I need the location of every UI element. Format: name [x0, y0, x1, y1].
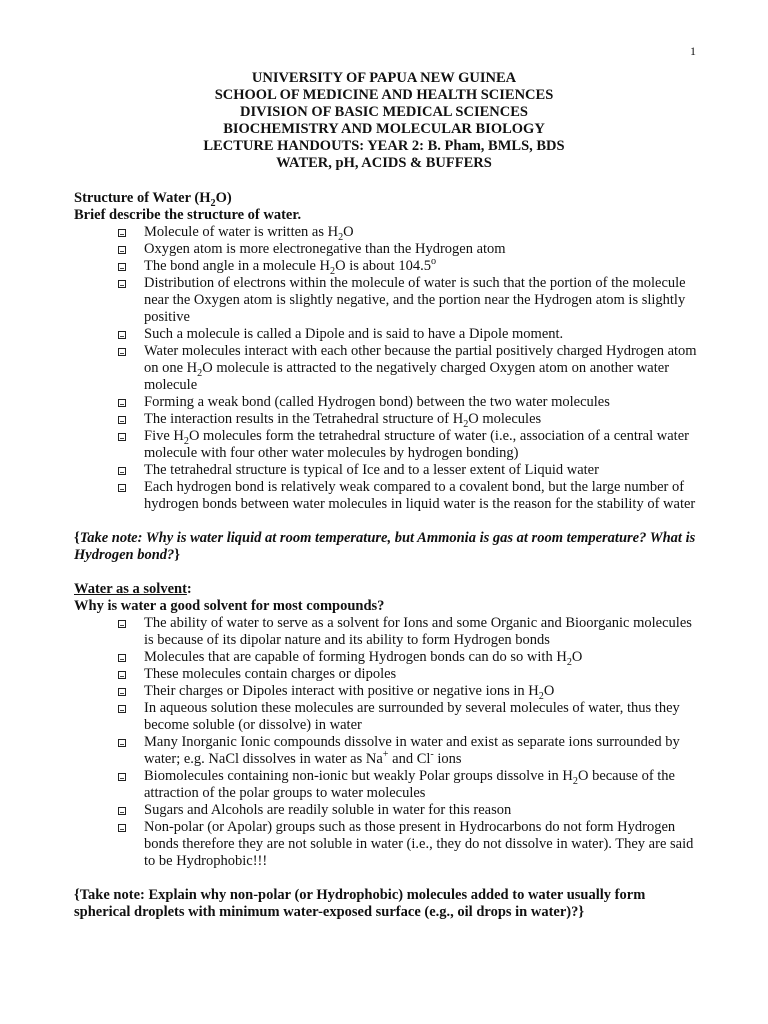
- square-bullet-icon: [118, 705, 126, 713]
- bullet-text: The interaction results in the Tetrahedral structure of $H_2O$ molecules: [144, 411, 542, 430]
- header-line: WATER, pH, ACIDS & BUFFERS: [276, 155, 492, 171]
- section-question-solvent: Why is water a good solvent for most compounds?: [74, 598, 385, 614]
- bullet-item: [114, 224, 700, 241]
- page-number: 1: [690, 44, 696, 58]
- bullet-text: Five $H_2O$ molecules form the tetrahedral structure of water (i.e., association of a central water molecule with four other water molecules by hydrogen bonding): [144, 428, 689, 461]
- structure-bullet-list: [114, 224, 700, 513]
- bullet-item: [114, 479, 700, 513]
- header-line: UNIVERSITY OF PAPUA NEW GUINEA: [251, 70, 517, 86]
- bullet-item: [114, 615, 700, 649]
- square-bullet-icon: [118, 654, 126, 662]
- bullet-item: [114, 462, 700, 479]
- header-line: BIOCHEMISTRY AND MOLECULAR BIOLOGY: [223, 121, 545, 137]
- bullet-item: [114, 326, 700, 343]
- take-note-2: {Take note: Explain why non-polar (or Hydrophobic) molecules added to water usually form spherical droplets with minimum water-exposed surface (e.g., oil drops in water)?}: [74, 887, 646, 920]
- header-line: LECTURE HANDOUTS: YEAR 2: B. Pham, BMLS, BDS: [203, 138, 565, 154]
- bullet-item: [114, 241, 700, 258]
- bullet-text: The ability of water to serve as a solvent for Ions and some Organic and Bioorganic molecules is because of its dipolar nature and its ability to form Hydrogen bonds: [144, 615, 692, 648]
- bullet-item: [114, 734, 700, 768]
- square-bullet-icon: [118, 280, 126, 288]
- square-bullet-icon: [118, 739, 126, 747]
- square-bullet-icon: [118, 671, 126, 679]
- bullet-item: [114, 394, 700, 411]
- bullet-text: Distribution of electrons within the molecule of water is such that the portion of the molecule near the Oxygen atom is slightly negative, and the portion near the Hydrogen atom is slightly positive: [144, 275, 686, 325]
- bullet-item: [114, 802, 700, 819]
- header-line: SCHOOL OF MEDICINE AND HEALTH SCIENCES: [214, 87, 554, 103]
- bullet-text: Sugars and Alcohols are readily soluble in water for this reason: [144, 802, 512, 818]
- bullet-text: Molecule of water is written as $H_2O$: [144, 224, 354, 243]
- bullet-text: Forming a weak bond (called Hydrogen bond) between the two water molecules: [144, 394, 610, 410]
- section-title-colon: :: [186, 581, 192, 597]
- square-bullet-icon: [118, 467, 126, 475]
- section-title-text: Water as a solvent: [74, 581, 187, 597]
- square-bullet-icon: [118, 246, 126, 254]
- bullet-item: [114, 258, 700, 275]
- square-bullet-icon: [118, 824, 126, 832]
- bullet-item: [114, 700, 700, 734]
- bullet-text: Water molecules interact with each other because the partial positively charged Hydrogen atom on one $H_2O$ molecule is attracted to the negatively charged Oxygen atom on another water molecule: [144, 343, 697, 393]
- bullet-item: [114, 428, 700, 462]
- square-bullet-icon: [118, 263, 126, 271]
- square-bullet-icon: [118, 399, 126, 407]
- bullet-item: [114, 343, 700, 394]
- bullet-text: Molecules that are capable of forming Hydrogen bonds can do so with $H_2O$: [144, 649, 583, 668]
- square-bullet-icon: [118, 416, 126, 424]
- square-bullet-icon: [118, 229, 126, 237]
- bullet-text: Many Inorganic Ionic compounds dissolve in water and exist as separate ions surrounded by water; e.g. NaCl dissolves in water as Na+ and Cl- ions: [144, 734, 680, 767]
- header-line: DIVISION OF BASIC MEDICAL SCIENCES: [240, 104, 528, 120]
- bullet-item: [114, 683, 700, 700]
- square-bullet-icon: [118, 807, 126, 815]
- bullet-item: [114, 768, 700, 802]
- bullet-text: These molecules contain charges or dipoles: [144, 666, 397, 682]
- square-bullet-icon: [118, 688, 126, 696]
- bullet-text: The bond angle in a molecule $H_2O$ is about 104.5$^o$: [144, 256, 437, 277]
- bullet-text: The tetrahedral structure is typical of Ice and to a lesser extent of Liquid water: [144, 462, 599, 478]
- square-bullet-icon: [118, 348, 126, 356]
- bullet-text: Such a molecule is called a Dipole and is said to have a Dipole moment.: [144, 326, 564, 342]
- bullet-item: [114, 649, 700, 666]
- solvent-bullet-list: [114, 615, 700, 870]
- bullet-text: Oxygen atom is more electronegative than the Hydrogen atom: [144, 241, 506, 257]
- bullet-text: Their charges or Dipoles interact with positive or negative ions in $H_2O$: [144, 683, 555, 702]
- bullet-text: In aqueous solution these molecules are surrounded by several molecules of water, thus they become soluble (or dissolve) in water: [144, 700, 680, 733]
- bullet-item: [114, 275, 700, 326]
- bullet-item: [114, 819, 700, 870]
- square-bullet-icon: [118, 433, 126, 441]
- bullet-text: Biomolecules containing non-ionic but weakly Polar groups dissolve in $H_2O$ because of the attraction of the polar groups to water molecules: [144, 768, 675, 801]
- square-bullet-icon: [118, 331, 126, 339]
- square-bullet-icon: [118, 773, 126, 781]
- take-note-1: {Take note: Why is water liquid at room temperature, but Ammonia is gas at room temperature? What is Hydrogen bond?}: [74, 530, 696, 563]
- bullet-item: [114, 666, 700, 683]
- document-header: [0, 70, 768, 172]
- bullet-text: Non-polar (or Apolar) groups such as those present in Hydrocarbons do not form Hydrogen bonds therefore they are not soluble in water (i.e., they do not dissolve in water). They are said to be Hydrophobic!!!: [144, 819, 694, 869]
- square-bullet-icon: [118, 620, 126, 628]
- section-question-structure: Brief describe the structure of water.: [74, 207, 302, 223]
- bullet-text: Each hydrogen bond is relatively weak compared to a covalent bond, but the large number of hydrogen bonds between water molecules in liquid water is the reason for the stability of water: [144, 479, 696, 512]
- section-title-structure: Structure of Water $(H_2O)$: [74, 190, 232, 209]
- square-bullet-icon: [118, 484, 126, 492]
- section-title-solvent: [74, 581, 700, 598]
- bullet-item: [114, 411, 700, 428]
- document-body: [74, 190, 700, 921]
